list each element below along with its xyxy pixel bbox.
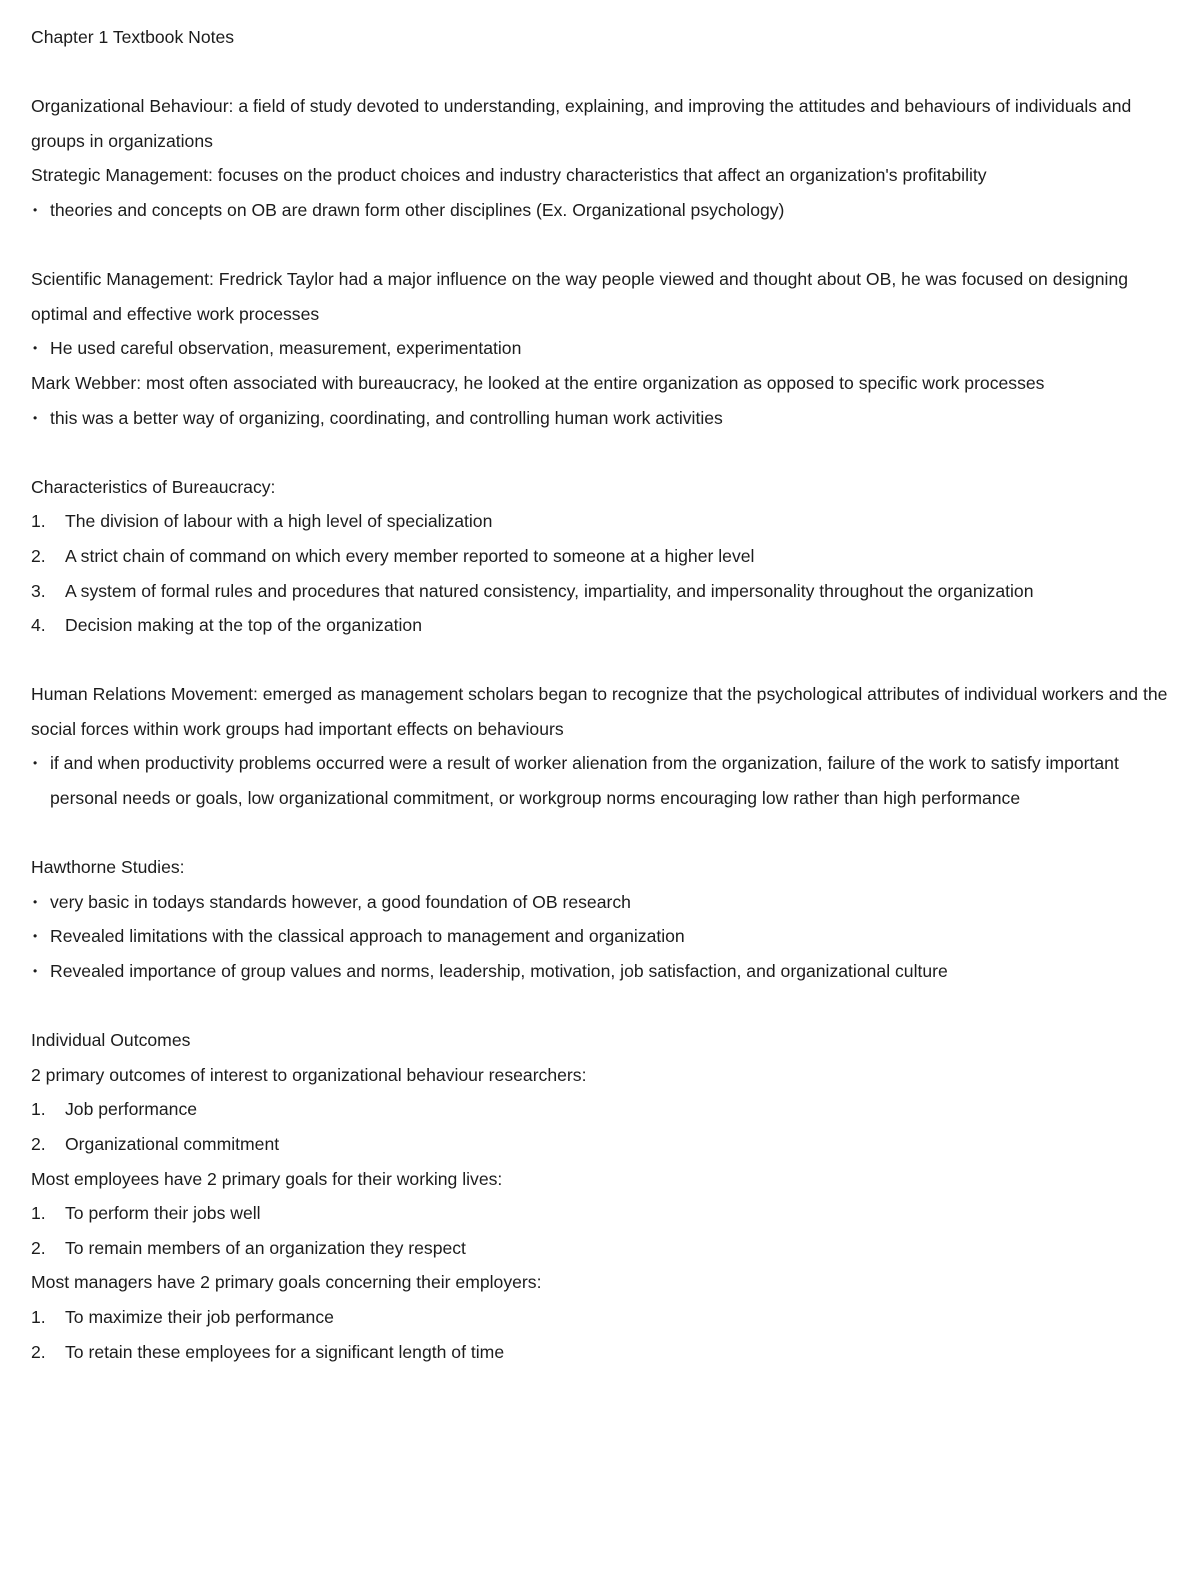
bullet-marker: • <box>33 929 38 944</box>
bullet-item <box>31 919 1171 954</box>
item-text: Job performance <box>65 1099 198 1120</box>
strategic-management-definition: Strategic Management: focuses on the product choices and industry characteristics that affect an organization's profitability <box>31 165 987 186</box>
scientific-management-definition: Scientific Management: Fredrick Taylor had a major influence on the way people viewed and thought about OB, he was focused on designing optimal and effective work processes <box>31 269 1129 324</box>
ob-definition: Organizational Behaviour: a field of study devoted to understanding, explaining, and improving the attitudes and behaviours of individuals and groups in organizations <box>31 96 1132 151</box>
item-number: 1. <box>31 511 46 532</box>
item-number: 2. <box>31 1237 46 1258</box>
bullet-item <box>31 746 1171 815</box>
bullet-marker: • <box>33 756 38 771</box>
item-text: To retain these employees for a significant length of time <box>65 1341 505 1362</box>
numbered-item <box>31 1300 1171 1335</box>
bullet-text: this was a better way of organizing, coordinating, and controlling human work activities <box>50 407 723 428</box>
item-text: To perform their jobs well <box>65 1203 261 1224</box>
item-number: 2. <box>31 1341 46 1362</box>
item-number: 1. <box>31 1203 46 1224</box>
bullet-item <box>31 193 1171 228</box>
numbered-item <box>31 539 1171 574</box>
bullet-text: He used careful observation, measurement, experimentation <box>50 338 522 359</box>
item-number: 1. <box>31 1306 46 1327</box>
blank-line <box>31 989 1171 1024</box>
outcomes-intro: 2 primary outcomes of interest to organizational behaviour researchers: <box>31 1064 587 1085</box>
bullet-marker: • <box>33 894 38 909</box>
bullet-text: very basic in todays standards however, a good foundation of OB research <box>50 891 631 912</box>
employees-intro: Most employees have 2 primary goals for their working lives: <box>31 1168 503 1189</box>
item-number: 2. <box>31 545 46 566</box>
item-text: The division of labour with a high level of specialization <box>65 511 493 532</box>
bureaucracy-heading: Characteristics of Bureaucracy: <box>31 476 276 497</box>
item-number: 2. <box>31 1134 46 1154</box>
numbered-item <box>31 574 1171 609</box>
bullet-text: Revealed importance of group values and norms, leadership, motivation, job satisfaction, and organizational culture <box>50 961 948 982</box>
human-relations-definition: Human Relations Movement: emerged as management scholars began to recognize that the psychological attributes of individual workers and the social forces within work groups had important effects on behaviours <box>31 684 1168 739</box>
document-page <box>31 20 1171 1369</box>
item-number: 1. <box>31 1099 46 1120</box>
bullet-marker: • <box>33 964 38 979</box>
numbered-item <box>31 1231 1171 1266</box>
numbered-item <box>31 504 1171 539</box>
blank-line <box>31 55 1171 90</box>
item-text: Organizational commitment <box>65 1134 280 1154</box>
numbered-item <box>31 1092 1171 1127</box>
item-number: 4. <box>31 615 46 636</box>
bullet-text: Revealed limitations with the classical approach to management and organization <box>50 926 685 947</box>
bullet-item <box>31 954 1171 989</box>
item-text: To maximize their job performance <box>65 1306 334 1327</box>
bullet-marker: • <box>33 341 38 356</box>
blank-line <box>31 816 1171 851</box>
bullet-item <box>31 331 1171 366</box>
item-text: A system of formal rules and procedures that natured consistency, impartiality, and impersonality throughout the organization <box>65 580 1034 601</box>
numbered-item <box>31 608 1171 643</box>
item-text: Decision making at the top of the organization <box>65 615 422 636</box>
bullet-text: theories and concepts on OB are drawn form other disciplines (Ex. Organizational psychology) <box>50 199 785 220</box>
numbered-item <box>31 1196 1171 1231</box>
bullet-marker: • <box>33 202 38 217</box>
bullet-text: if and when productivity problems occurred were a result of worker alienation from the organization, failure of the work to satisfy important personal needs or goals, low organizational commitment, or workgroup norms encouraging low rather than high performance <box>50 753 1119 809</box>
outcomes-heading: Individual Outcomes <box>31 1030 191 1051</box>
numbered-item <box>31 1127 1171 1162</box>
bullet-item <box>31 401 1171 436</box>
document-title: Chapter 1 Textbook Notes <box>31 27 235 47</box>
blank-line <box>31 228 1171 263</box>
item-text: A strict chain of command on which every member reported to someone at a higher level <box>65 545 755 566</box>
bullet-marker: • <box>33 410 38 425</box>
blank-line <box>31 435 1171 470</box>
item-number: 3. <box>31 580 46 601</box>
managers-intro: Most managers have 2 primary goals concerning their employers: <box>31 1272 542 1293</box>
mark-webber-definition: Mark Webber: most often associated with bureaucracy, he looked at the entire organization as opposed to specific work processes <box>31 372 1045 393</box>
numbered-item <box>31 1335 1171 1370</box>
blank-line <box>31 643 1171 678</box>
hawthorne-heading: Hawthorne Studies: <box>31 857 185 878</box>
item-text: To remain members of an organization they respect <box>65 1237 466 1258</box>
bullet-item <box>31 885 1171 920</box>
